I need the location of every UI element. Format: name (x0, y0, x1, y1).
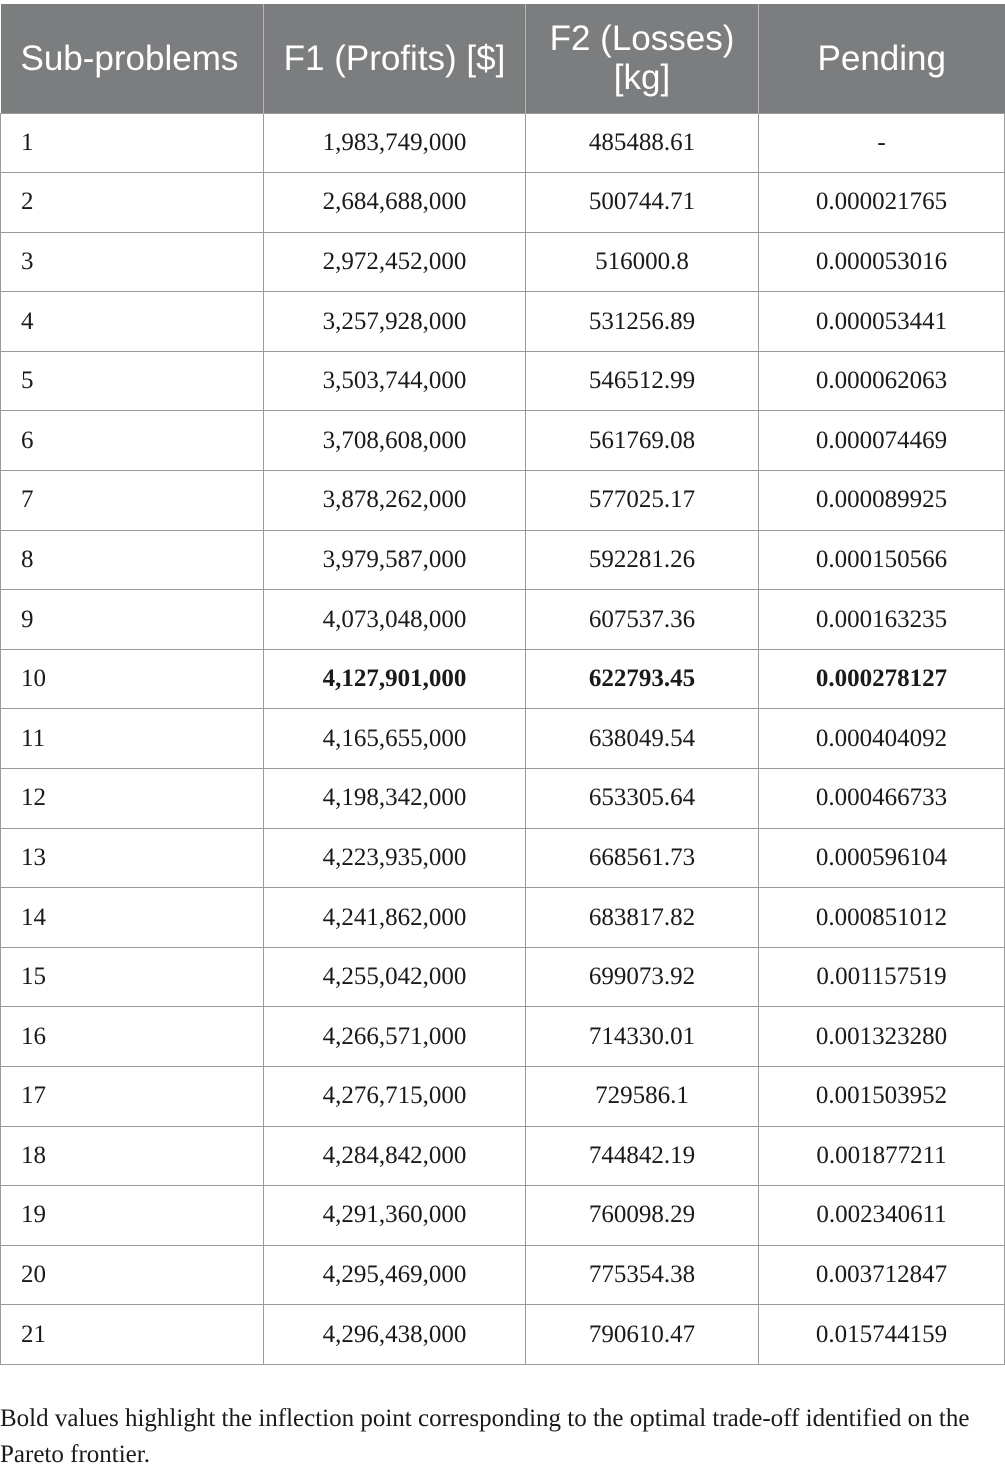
cell-pending: 0.001157519 (759, 947, 1005, 1007)
cell-subproblem: 3 (1, 232, 264, 292)
header-row (1, 4, 1005, 113)
cell-subproblem: 6 (1, 411, 264, 471)
pareto-results-table (0, 4, 1005, 1365)
table-row (1, 649, 1005, 709)
table-row (1, 113, 1005, 173)
cell-subproblem: 15 (1, 947, 264, 1007)
cell-f2-losses: 653305.64 (526, 769, 759, 829)
cell-f1-profits: 4,073,048,000 (264, 590, 526, 650)
cell-subproblem: 17 (1, 1067, 264, 1127)
cell-f2-losses: 744842.19 (526, 1126, 759, 1186)
cell-pending: 0.000404092 (759, 709, 1005, 769)
cell-pending: 0.000150566 (759, 530, 1005, 590)
cell-f2-losses: 546512.99 (526, 351, 759, 411)
cell-f1-profits: 3,979,587,000 (264, 530, 526, 590)
cell-f1-profits: 3,878,262,000 (264, 471, 526, 531)
table-body (1, 113, 1005, 1364)
cell-pending: 0.000062063 (759, 351, 1005, 411)
cell-pending: 0.001877211 (759, 1126, 1005, 1186)
cell-f1-profits: 4,241,862,000 (264, 888, 526, 948)
cell-pending: 0.000021765 (759, 173, 1005, 233)
header-subproblems: Sub-problems (1, 4, 264, 113)
table-row (1, 292, 1005, 352)
table-row (1, 590, 1005, 650)
header-f2-losses: F2 (Losses) [kg] (526, 4, 759, 113)
cell-pending: 0.000053016 (759, 232, 1005, 292)
cell-subproblem: 14 (1, 888, 264, 948)
table-row (1, 1305, 1005, 1365)
cell-pending: 0.000074469 (759, 411, 1005, 471)
cell-subproblem: 2 (1, 173, 264, 233)
cell-f2-losses: 577025.17 (526, 471, 759, 531)
table-row (1, 351, 1005, 411)
cell-f2-losses: 622793.45 (526, 649, 759, 709)
header-f1-profits: F1 (Profits) [$] (264, 4, 526, 113)
cell-f1-profits: 4,127,901,000 (264, 649, 526, 709)
cell-f2-losses: 729586.1 (526, 1067, 759, 1127)
cell-pending: 0.000466733 (759, 769, 1005, 829)
table-row (1, 1007, 1005, 1067)
cell-subproblem: 16 (1, 1007, 264, 1067)
cell-f2-losses: 516000.8 (526, 232, 759, 292)
cell-f2-losses: 485488.61 (526, 113, 759, 173)
cell-f1-profits: 4,295,469,000 (264, 1245, 526, 1305)
cell-subproblem: 21 (1, 1305, 264, 1365)
cell-pending: 0.000089925 (759, 471, 1005, 531)
cell-f1-profits: 4,266,571,000 (264, 1007, 526, 1067)
cell-f2-losses: 790610.47 (526, 1305, 759, 1365)
cell-f1-profits: 4,198,342,000 (264, 769, 526, 829)
cell-subproblem: 20 (1, 1245, 264, 1305)
cell-subproblem: 9 (1, 590, 264, 650)
cell-f2-losses: 607537.36 (526, 590, 759, 650)
table-row (1, 1067, 1005, 1127)
cell-pending: 0.001503952 (759, 1067, 1005, 1127)
cell-f1-profits: 3,257,928,000 (264, 292, 526, 352)
cell-subproblem: 13 (1, 828, 264, 888)
table-row (1, 411, 1005, 471)
table-row (1, 888, 1005, 948)
table-row (1, 947, 1005, 1007)
cell-subproblem: 8 (1, 530, 264, 590)
cell-f2-losses: 531256.89 (526, 292, 759, 352)
cell-f1-profits: 3,708,608,000 (264, 411, 526, 471)
cell-subproblem: 11 (1, 709, 264, 769)
cell-pending: 0.003712847 (759, 1245, 1005, 1305)
table-row (1, 1245, 1005, 1305)
table-row (1, 828, 1005, 888)
cell-pending: 0.002340611 (759, 1186, 1005, 1246)
cell-subproblem: 7 (1, 471, 264, 531)
cell-f1-profits: 4,223,935,000 (264, 828, 526, 888)
cell-pending: 0.000278127 (759, 649, 1005, 709)
cell-subproblem: 1 (1, 113, 264, 173)
cell-f1-profits: 4,255,042,000 (264, 947, 526, 1007)
cell-f2-losses: 714330.01 (526, 1007, 759, 1067)
cell-f2-losses: 775354.38 (526, 1245, 759, 1305)
cell-f1-profits: 4,276,715,000 (264, 1067, 526, 1127)
cell-subproblem: 4 (1, 292, 264, 352)
table-header (1, 4, 1005, 113)
cell-pending: 0.000053441 (759, 292, 1005, 352)
header-pending: Pending (759, 4, 1005, 113)
table-row (1, 471, 1005, 531)
cell-f1-profits: 4,291,360,000 (264, 1186, 526, 1246)
table-row (1, 1126, 1005, 1186)
cell-f1-profits: 4,284,842,000 (264, 1126, 526, 1186)
cell-f2-losses: 638049.54 (526, 709, 759, 769)
table-row (1, 173, 1005, 233)
cell-f1-profits: 2,684,688,000 (264, 173, 526, 233)
cell-pending: 0.000596104 (759, 828, 1005, 888)
cell-f1-profits: 1,983,749,000 (264, 113, 526, 173)
cell-pending: 0.000163235 (759, 590, 1005, 650)
cell-subproblem: 19 (1, 1186, 264, 1246)
cell-subproblem: 18 (1, 1126, 264, 1186)
cell-f1-profits: 4,165,655,000 (264, 709, 526, 769)
cell-f2-losses: 561769.08 (526, 411, 759, 471)
cell-f1-profits: 4,296,438,000 (264, 1305, 526, 1365)
cell-subproblem: 12 (1, 769, 264, 829)
table-row (1, 530, 1005, 590)
cell-pending: 0.001323280 (759, 1007, 1005, 1067)
cell-subproblem: 10 (1, 649, 264, 709)
cell-f1-profits: 3,503,744,000 (264, 351, 526, 411)
cell-f2-losses: 500744.71 (526, 173, 759, 233)
cell-subproblem: 5 (1, 351, 264, 411)
cell-pending: 0.000851012 (759, 888, 1005, 948)
cell-f2-losses: 760098.29 (526, 1186, 759, 1246)
table-footnote: Bold values highlight the inflection point corresponding to the optimal trade-off identified on the Pareto frontier. (0, 1405, 970, 1468)
cell-f2-losses: 668561.73 (526, 828, 759, 888)
table-row (1, 232, 1005, 292)
cell-pending: 0.015744159 (759, 1305, 1005, 1365)
cell-f2-losses: 699073.92 (526, 947, 759, 1007)
cell-f1-profits: 2,972,452,000 (264, 232, 526, 292)
cell-f2-losses: 592281.26 (526, 530, 759, 590)
table-row (1, 1186, 1005, 1246)
cell-pending: - (759, 113, 1005, 173)
table-row (1, 709, 1005, 769)
table-row (1, 769, 1005, 829)
cell-f2-losses: 683817.82 (526, 888, 759, 948)
